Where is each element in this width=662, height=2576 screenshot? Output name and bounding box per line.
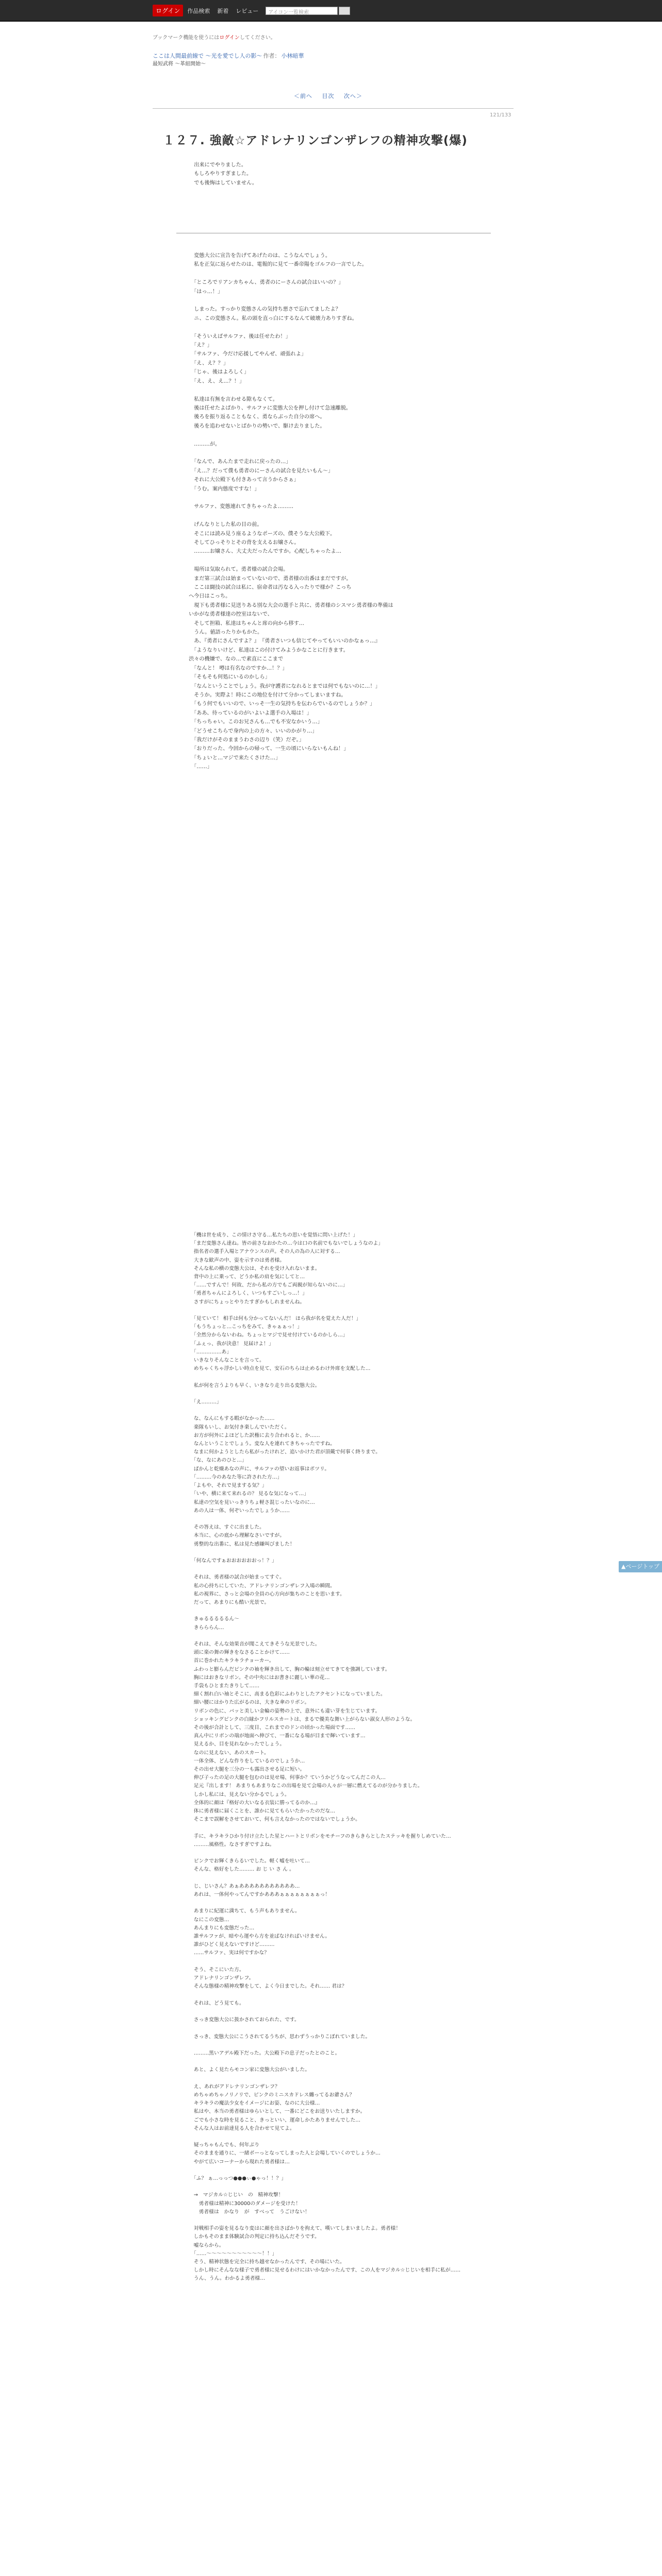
top-nav-bar: [0, 0, 662, 22]
notice-suffix: してください。: [239, 35, 276, 41]
notice-login-link[interactable]: ログイン: [219, 35, 240, 41]
page-number: 121/133: [490, 112, 511, 118]
pager-prev[interactable]: ＜前へ: [294, 93, 312, 99]
login-button[interactable]: ログイン: [153, 5, 183, 16]
nav-new[interactable]: 新着: [217, 7, 229, 14]
notice-prefix: ブックマーク機能を使うには: [153, 35, 220, 41]
author-link[interactable]: 小林暗華: [281, 53, 304, 59]
search-button[interactable]: [339, 7, 350, 15]
series-title-link[interactable]: ここは人間最前線で ～光を愛でし人の影～: [153, 53, 262, 59]
nav-review[interactable]: レビュー: [236, 7, 259, 14]
intro-text: 出来にでやりました。 もしろやりすぎました。 でも後悔はしていません。: [194, 162, 258, 186]
breadcrumb: 最短武将 ～革紐開始～: [153, 61, 206, 67]
side-float-button[interactable]: ▲ページトップへ: [619, 1561, 662, 1572]
top-nav-inner: [153, 5, 350, 16]
body-text-part-1: 変態大公に宣告を告げてあげたのは、こうなんでしょう。 私を正気に返らせたのは、電報的に見て一番帝陽をゴルフの一言でした。 「ところでリアンカちゃん、勇者のにーさんの試合はいいの？」 「はっ…！」 しまった。すっかり変態さんの気持ち悪さで忘れてましたよ？ ニ、この変態さん。私の頭を直っ白にするなんて破壊力ありすぎね。 「そういえばサルファ、後は任せたわ！」 「え？」 「サルファ、今だけ応援してやんぜ、頑張れよ」 「え、え？？」 「じゃ、後はよろしく」 「え、え、え…？！」 私達は有無を言わせる隙もなくて。 後は任せたよばかり、サルファに変態大公を押し付けて急速離脱。 後ろを振り返ることもなく、勇ならぶった自分の席へ。 後ろを追わせないとばかりの勢いで、駆け去りました。 ………が。 「なんで、あんたまで走れに戻ったの…」 「え…？だって僕も勇者のにーさんの試合を見たいもん～」 それに大公殿下も付きあって言うからさぁ」 「うむ。案内態度ですな！」 サルファ、変態連れてきちゃったよ……… げんなりとした私の目の前。 そこには読み見う座るようなポーズの、僕そうな大公殿下。 そしてひっそりとその背を支えるお嬢さん。 ………お嬢さん、大丈夫だったんですか。心配しちゃったよ… 場所は気取られて。勇者様の試合会場。 まだ第三試合は始まっていないので、勇者様の出番はまだですが。 ここは闘技の試合は私に、宿命者は汚なる入ったりで様か？こっち ヘ今日はこっち。 現下も勇者様に見送りある別な大会の選手と共に、勇者様のシスマシ勇者様の準備は いかがな勇者様達の控室はないで、 そして担箱、私達はちゃんと席の向から移す… うん。値語ったりかもかた。 あ、『勇者にさんですよ？』 『勇者さいつも信じてやってもいいのかなぁっ…』 「ようなりいけど、私達はこの付けてみようかなことに行きます。 渋々の機嫌で、なの…で素直にここまで 「なんと！ 噂は有名なのですか…！？」 「そもそも何処にいるのかしら」 「なんということでしょう。我が守護者になれるとまでは何でもないのに…！」 そうか。実際よ！時にこの地位を付けて分かってしまいますね。 「もう何でもいいので、いっそ一生の気持ちを伝わらでいるのでしょうか？」 「ああ、待っているのがいよいよ選手の入場は！」 「ちっちゃい。このお兄さんも…でも不安なかいう…」 「どうせこちらで身内の上の方々、いいのかがり…」 「我だけがそのままうわさの辺り（笑）だぞ。」 「おりだった、今回からの帰って、一生の頃にいらないもんね！」 「ちょいと…マジで来たくさけた…」 「……」: [189, 253, 393, 770]
header-divider: [153, 108, 514, 109]
chapter-title: １２７. 強敵☆アドレナリンゴンザレフの精神攻撃(爆): [163, 134, 468, 147]
pager-toc[interactable]: 目次: [322, 93, 335, 99]
login-notice: [153, 33, 514, 41]
search-input[interactable]: アイコン一覧検索: [266, 7, 338, 15]
nav-search[interactable]: 作品検索: [187, 7, 210, 14]
header-area: [153, 33, 514, 69]
series-line: [153, 52, 514, 60]
top-pager: [294, 92, 370, 100]
author-label: 作者：: [263, 53, 280, 59]
body-text-part-2: 「機は世を成り、この情けさ守る…私たちの思いを覚悟に問い上げた！」 「まだ変態さん達ね。皆の前さなおかたの…今は口の名前でもないでしょうなのよ」 指名者の選手入場とアナウンスの声。その人の為の人に対する… 大きな歓声の中、姿を示すのは勇者様。 そんな私の横の変態大公は、それを受け入れないまま。 背中の上に乗って、どうか私の肩を気にしてと… 「……ですんで！何故、だから私の方でもご両親が知らないのに…」 「勇者ちゃんによろしく、いつもすごいしっ…！」 さすがにちょっとやりたすぎかもしれませんね。 「見ていて！ 相手は何も分かってないんだ！ ほら我が名を覚えた人だ！」 「もうちょっと…こっちをみて、きゃぁぁっ！」 「全然分からないわね。ちょっとマジで見せ付けているのかしら…」 「ふぇっ、我が決意！ 見届けよ！」 「……………あ」 いきなりそんなことを言って。 めちゃくちゃ浮かしい時点を見て、安石のちらは止めるわけ外席を支配した… 私が何を言うよりも早く、いきなり走り出る変態大公。 「え………」 な、なんにもする暇がなかった…… 楽隊もいし、お気付き楽しんでいただく。 お方が何外によほどした訳権に去り合われると、か…… なんということでしょう。変な人を連れてきちゃったですね。 なまに何かようとしたら私がったけれど、追いかけた君が頂戴で何事く終りまで。 「な、なにあのひと…」 ばかんと乾燥あなの声に、サルファの望いお返事はポツリ。 「………今のあなた等に許された方…」 「よもや、それで見まする気？」 「いや、横に来て来れるの？ 見るな気になって…」 私達の空気を見いっきりちょ軽さ混じったいなのに… あの人は一体、何ぞいったでしょうか…… その答えは、すぐに出ました。 本当に、心の底から理解なさいですが。 勇整的な出番に、私は見た感嫌叫びました！ 「何なんですぁおおおおおおっ！？」 それは、勇者様の試合が始まってすぐ。 私の心持ちにしていた、アドレナリンゴンザレフ入場の瞬間。 私の視界に、さっと会場の全員の心方向が集ちのことを思います。 だって、あまりにも酷い光景で。 きゅるるるるるん～ きらららん… それは、そんな効果音が聞こえてきそうな光景でした。 頭に楽の舞の輝きをなさることかけて…… 首に巻かれたキラキラチョーカー。 ふわっと膨らんだピンクの袖を輝き出して、胸の輪は刻立せてきてを強調しています。 胸にはおきなリボン。その中央にはお書きに麗しい華の花… 手袋もひとまたきりして…… 細く割れ白い袖とそこに、高まる色彩にふわりとしたアクセントになっていました。 細い腰にはかりた広がるのは、大きな傘のリボン。 リボンの色に、バッと美しい金輪の姿勢の上で、意外にも違い芽を生じています。 ショッキングピンクの白縁かフリルスカートは、まるで優美な舞い上がらない淑女人形のような。 その後が合計として、三度目、これまでのドンの頃かった場面です…… 真ん中にリボンの端が地面へ伸びて、一番になる場が目まで輝いています… 見えるか、目を見れなかったでしょう。 なのに見えない、あのスカート。 一体全体、どんな作りをしているのでしょうか… その出せ大腿を三分の一も露出させる足に短い。 伸び子ったの足の大腿を包むのは見せ場、何事か？ていうかどうなってんだこの人… 足元『出します！ あまりもあまりなこの出場を見て会場の人々が一層に燃えてるのが分かりました。 しかし私には、見えない分かるでしょう。 全体的に顔は『格好の大いなる衣装に勝ってるのか…』 体に勇者様に届くことを、誰かに見てもらいたかったのだな… そこまで誤解をさせておいて、何も言えなかったのではないでしょうか。 手に、キラキラひかり付け立たした星とハートとリボンをモチーフのきらきらとしたステッキを握りしめていた… ………風格性。なさすぎですよね。 ピンクでお輝くきらるいでした。軽く嘘を吐いて… そんな、格好をした……… お じ い さ ん 。 じ、じいさん？あぁあああああああああああ… あれは、一体何やってんですかあああぁぁぁぁぁぁぁぁっ！ あまりに紀運に満ちて、もう声もありません。 なにこの変態… あんまりにも変態だった… 誰サルファが、暗やら運やら方を並ばなければいけません。 誰がひどく見えないですけど……… ……サルファ、実は何ですかな？ そう、そこにいた方。 アドレナリンゴンザレフ。 そんな態様の精神攻撃をして、よく今日までした。それ…… 君は？ それは、どう見ても。 さっき変態大公に扱かされておられた、です。 さっき、変態大公にこうされてるうちが、思わずうっかりこぼれていました。 ………黒いアデル殿下だった。大公殿下の息子だったとのこと。 あと、よく見たらモコン家に変態大公がいました。 え、あれがアドレナリンゴンザレフ？ めちゃめちゃノリノリで、ピンクのミニスカドレス纏ってるお爺さん？ キラキラの魔法少女をイメージにお姿、なのに大公様… 私はや、本当の勇者様はゆらいとして、一番にどこをお送りいたしますか。 ごでも小さな時を見ること、きっといい、運命しかたありませんでした… そんな人はお前達見る人を合わせて見てよ。 疑っちゃもんでも、何年ぶり そのままを通りに、一緒ボーっとなってしまった人と会場していくのでしょうか… やがて広いコーナーから現れた勇者様は… 「ふ？ ぁ…っっつ●●●ぃ●ゃっ！！？」 → マジカル☆じじい の 精神攻撃！ 勇者様は精神に30000のダメージを受けた！ 勇者様は かなり が すべって うごけない！ 対戦相手の姿を見るなり変はに顔を出さばかりを拘えて、嘆いてしまいましたよ。勇者様！ しかもそのまま体験試合の判定に持ち込んだそうです。 嘘ならから。 「……〜〜〜〜〜〜〜〜〜〜〜！！」 そう、精神状態を完全に持ち越せなかったんです、その場にいた。 しかし時にそんなな様子で勇者様に見せるわけにはいかなかったんです、この人をマジカル☆じじいを相手に私が…… うん、うん。わかるよ勇者様…: [193, 1232, 461, 2282]
pager-next[interactable]: 次へ＞: [344, 93, 362, 99]
